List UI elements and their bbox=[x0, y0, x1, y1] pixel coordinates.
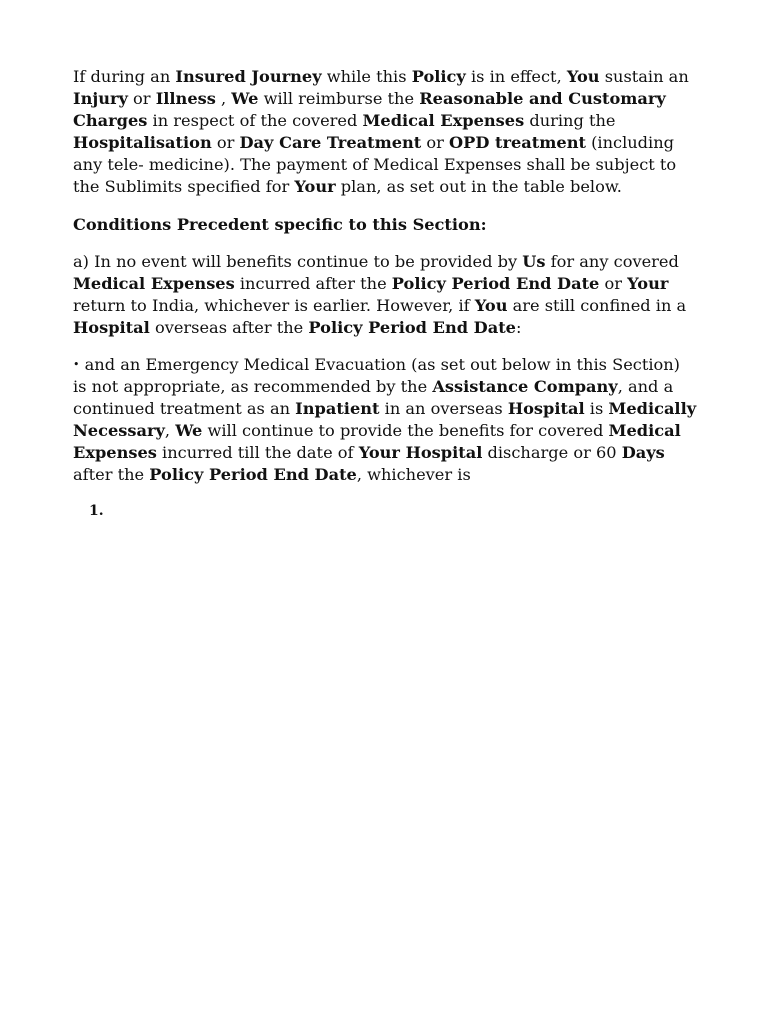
text-run: , whichever is bbox=[356, 465, 471, 484]
bold-term: Your Hospital bbox=[358, 443, 483, 462]
list-number: 1. bbox=[89, 503, 104, 519]
text-run: sustain an bbox=[599, 67, 689, 86]
text-run: or bbox=[599, 274, 628, 293]
bold-term: We bbox=[175, 421, 203, 440]
bold-term: Insured Journey bbox=[175, 67, 322, 86]
bold-term: Medical Expenses bbox=[73, 421, 681, 462]
intro-paragraph bbox=[73, 66, 698, 198]
text-run: for any covered bbox=[545, 252, 679, 271]
text-run: discharge or 60 bbox=[482, 443, 622, 462]
bold-term: Assistance Company bbox=[432, 377, 618, 396]
text-run: return to India, whichever is earlier. However, if bbox=[73, 296, 475, 315]
bold-term: Hospitalisation bbox=[73, 133, 212, 152]
section-heading: Conditions Precedent specific to this Section: bbox=[73, 215, 487, 234]
text-run: overseas after the bbox=[149, 318, 309, 337]
text-run: plan, as set out in the table below. bbox=[335, 177, 622, 196]
bold-term: Injury bbox=[73, 89, 128, 108]
bold-term: Inpatient bbox=[295, 399, 380, 418]
bold-term: Illness bbox=[155, 89, 216, 108]
text-run: incurred till the date of bbox=[156, 443, 359, 462]
bold-term: OPD treatment bbox=[449, 133, 586, 152]
text-run: is bbox=[584, 399, 609, 418]
text-run: , and a continued treatment as an bbox=[73, 377, 674, 418]
text-run: or bbox=[211, 133, 240, 152]
text-run: a) In no event will benefits continue to be provided by bbox=[73, 252, 523, 271]
bold-term: Hospital bbox=[507, 399, 585, 418]
bullet-marker: • bbox=[73, 358, 80, 371]
bold-term: Policy Period End Date bbox=[308, 318, 516, 337]
text-run: : bbox=[515, 318, 522, 337]
bold-term: Reasonable and Customary Charges bbox=[73, 89, 666, 130]
text-run: (including any tele- medicine). The payment of Medical Expenses shall be subject to the Sublimits specified for bbox=[73, 133, 677, 196]
text-run: If during an bbox=[73, 67, 176, 86]
bold-term: Your bbox=[294, 177, 336, 196]
text-run: is in effect, bbox=[465, 67, 567, 86]
numbered-list-item bbox=[73, 500, 698, 522]
text-run: and an Emergency Medical Evacuation (as set out below in this Section) is not appropriate, as recommended by the bbox=[73, 355, 681, 396]
bold-term: Medical Expenses bbox=[73, 274, 235, 293]
bullet-paragraph bbox=[73, 354, 698, 486]
bullet-text bbox=[73, 355, 696, 484]
text-run: or bbox=[421, 133, 450, 152]
bold-term: You bbox=[566, 67, 600, 86]
bold-term: Days bbox=[621, 443, 665, 462]
text-run: , bbox=[215, 89, 232, 108]
bold-term: Us bbox=[522, 252, 546, 271]
text-run: incurred after the bbox=[234, 274, 392, 293]
bold-term: You bbox=[474, 296, 508, 315]
bold-term: Day Care Treatment bbox=[239, 133, 422, 152]
text-run: will continue to provide the benefits for covered bbox=[202, 421, 609, 440]
text-run: are still confined in a bbox=[507, 296, 687, 315]
bold-term: Your bbox=[627, 274, 669, 293]
text-run: or bbox=[127, 89, 156, 108]
bold-term: We bbox=[231, 89, 259, 108]
bold-term: Policy Period End Date bbox=[149, 465, 357, 484]
text-run: after the bbox=[73, 465, 150, 484]
text-run: during the bbox=[524, 111, 616, 130]
document-page bbox=[73, 66, 698, 522]
text-run: in respect of the covered bbox=[147, 111, 363, 130]
text-run: , bbox=[164, 421, 176, 440]
text-run: while this bbox=[321, 67, 412, 86]
bold-term: Hospital bbox=[73, 318, 150, 337]
bold-term: Policy Period End Date bbox=[391, 274, 600, 293]
condition-a-paragraph bbox=[73, 251, 698, 339]
bold-term: Policy bbox=[411, 67, 466, 86]
text-run: in an overseas bbox=[379, 399, 508, 418]
bold-term: Medically Necessary bbox=[73, 399, 697, 440]
text-run: will reimburse the bbox=[258, 89, 420, 108]
bold-term: Medical Expenses bbox=[362, 111, 525, 130]
